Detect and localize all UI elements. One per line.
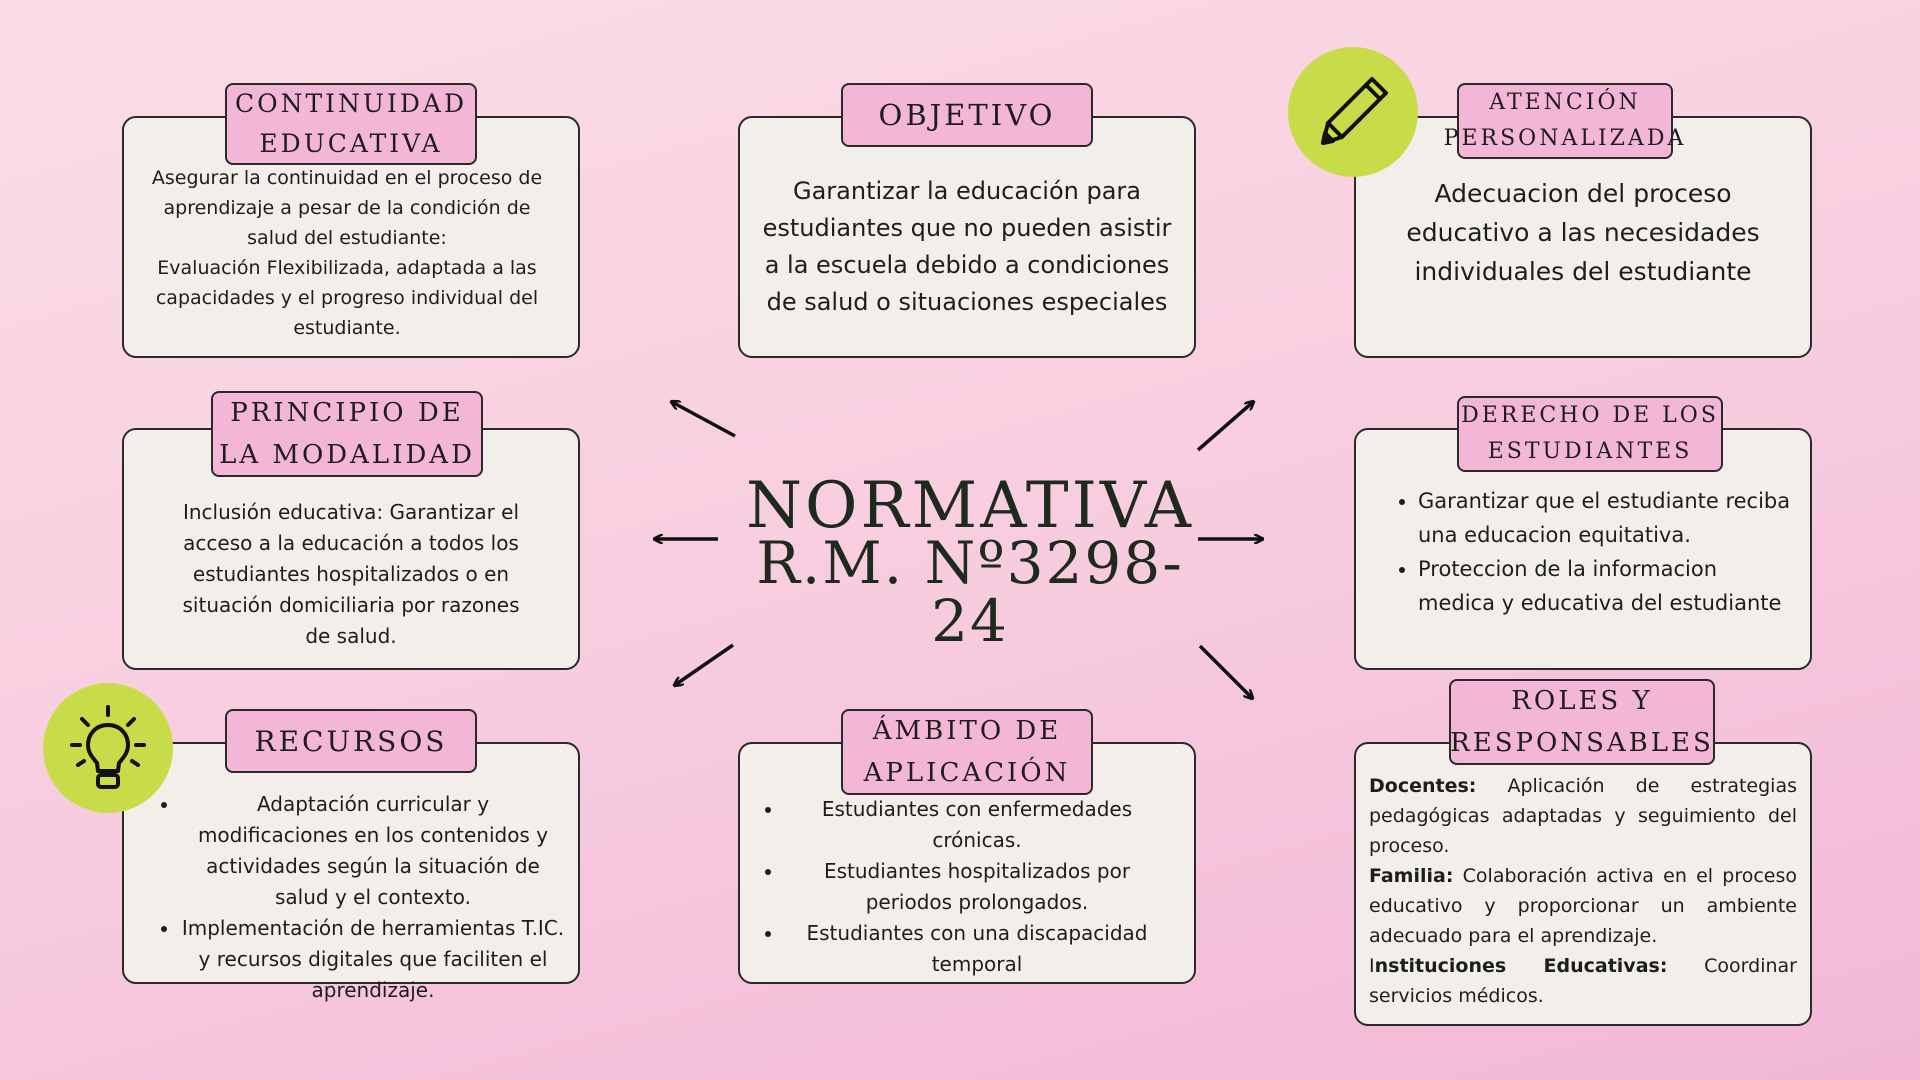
lightbulb-icon (68, 703, 148, 793)
lightbulb-circle (43, 683, 173, 813)
derecho-title: DERECHO DE LOS ESTUDIANTES (1457, 396, 1723, 472)
arrow-down-right (1200, 646, 1252, 698)
roles-inst-prefix: I (1369, 955, 1375, 977)
ambito-item: • Estudiantes con enfermedades crónicas. (784, 794, 1170, 856)
roles-familia-text: Colaboración activa en el proceso educativo y proporcionar un ambiente adecuado para el aprendizaje. (1369, 865, 1797, 947)
derecho-list (1394, 484, 1794, 620)
derecho-item: • Proteccion de la informacion medica y educativa del estudiante (1418, 552, 1794, 620)
principio-title: PRINCIPIO DE LA MODALIDAD (211, 391, 483, 477)
roles-text (1369, 771, 1797, 1011)
arrow-up-right (1198, 402, 1253, 450)
continuidad-title: CONTINUIDAD EDUCATIVA (225, 83, 477, 165)
roles-instituciones (1369, 951, 1797, 1011)
arrow-down-left (675, 645, 733, 685)
recursos-list (156, 789, 566, 1006)
center-title-line2: R.M. Nº3298-24 (756, 529, 1184, 655)
arrow-up-left (672, 402, 735, 436)
roles-familia (1369, 861, 1797, 951)
principio-text: Inclusión educativa: Garantizar el acceso a la educación a todos los estudiantes hospitalizados o en situación domiciliaria por razones de salud. (182, 500, 520, 648)
atencion-title: ATENCIÓN PERSONALIZADA (1457, 83, 1673, 159)
recursos-item: • Adaptación curricular y modificaciones en los contenidos y actividades según la situación de salud y el contexto. (180, 789, 566, 913)
roles-inst-text: Coordinar servicios médicos. (1369, 955, 1797, 1007)
ambito-title: ÁMBITO DE APLICACIÓN (841, 709, 1093, 795)
roles-docentes (1369, 771, 1797, 861)
objetivo-text: Garantizar la educación para estudiantes que no pueden asistir a la escuela debido a condiciones de salud o situaciones especiales (762, 177, 1172, 316)
ambito-item: • Estudiantes hospitalizados por periodos prolongados. (784, 856, 1170, 918)
roles-inst-label: nstituciones Educativas: (1374, 955, 1668, 977)
roles-familia-label: Familia: (1369, 865, 1454, 887)
ambito-item: • Estudiantes con una discapacidad temporal (784, 918, 1170, 980)
roles-docentes-text: Aplicación de estrategias pedagógicas adaptadas y seguimiento del proceso. (1369, 775, 1797, 857)
ambito-list (760, 794, 1170, 980)
pencil-icon (1308, 67, 1398, 157)
roles-docentes-label: Docentes: (1369, 775, 1477, 797)
center-title-line1: NORMATIVA (746, 469, 1194, 543)
derecho-item: • Garantizar que el estudiante reciba una educacion equitativa. (1418, 484, 1794, 552)
continuidad-text: Asegurar la continuidad en el proceso de aprendizaje a pesar de la condición de salud del estudiante: Evaluación Flexibilizada, adaptada a las capacidades y el progreso individual del estudiante. (151, 167, 543, 339)
atencion-text: Adecuacion del proceso educativo a las necesidades individuales del estudiante (1406, 179, 1760, 286)
objetivo-title: OBJETIVO (841, 83, 1093, 147)
center-title (720, 469, 1220, 655)
recursos-item: • Implementación de herramientas T.IC. y recursos digitales que faciliten el aprendizaje. (180, 913, 566, 1006)
recursos-title: RECURSOS (225, 709, 477, 773)
roles-title: ROLES Y RESPONSABLES (1449, 679, 1715, 765)
pencil-circle (1288, 47, 1418, 177)
